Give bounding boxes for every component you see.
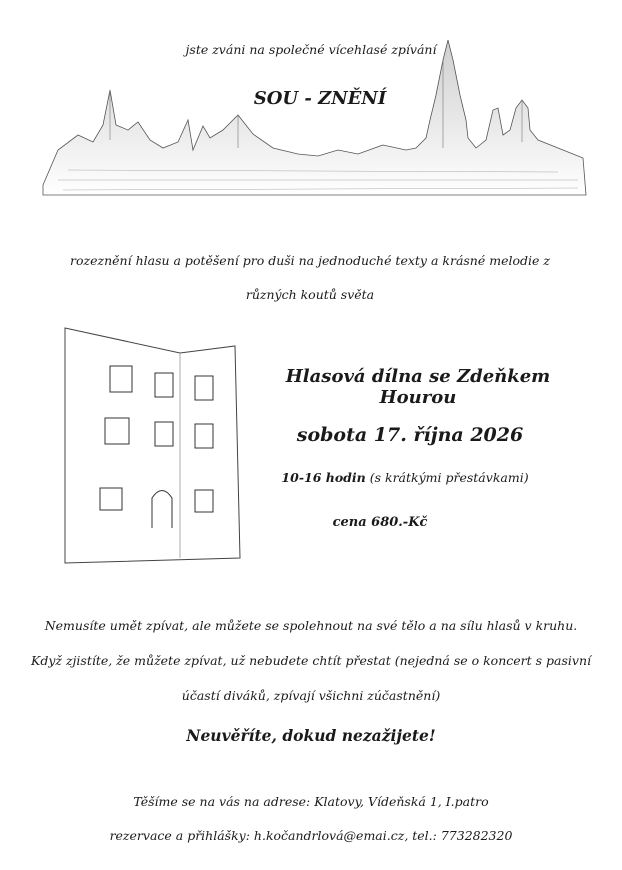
intro-line-2: různých koutů světa — [245, 287, 375, 302]
event-title: SOU - ZNĚNÍ — [253, 88, 387, 109]
paragraph-line-2: Když zjistíte, že můžete zpívat, už nebudete chtít přestat (nejedná se o koncert s pasivní — [30, 653, 591, 668]
workshop-title: Hlasová dílna se Zdeňkem Hourou — [285, 366, 551, 408]
event-hours — [250, 470, 560, 485]
slogan: Neuvěříte, dokud nezažijete! — [186, 726, 436, 745]
building-facade-sketch — [60, 318, 250, 568]
intro-line-1: rozeznění hlasu a potěšení pro duši na jednoduché texty a krásné melodie z — [70, 253, 550, 268]
event-price: cena 680.-Kč — [332, 515, 428, 530]
invitation-text: jste zváni na společné vícehlasé zpívání — [185, 42, 437, 57]
contact-block — [0, 785, 622, 853]
address-line: Těšíme se na vás na adrese: Klatovy, Vídeňská 1, I.patro — [133, 794, 489, 809]
event-date: sobota 17. října 2026 — [296, 424, 524, 446]
paragraph-line-3: účastí diváků, zpívají všichni zúčastnění) — [181, 688, 441, 703]
paragraph-line-1: Nemusíte umět zpívat, ale můžete se spolehnout na své tělo a na sílu hlasů v kruhu. — [44, 618, 578, 633]
intro-paragraph — [30, 244, 590, 312]
hours-bold: 10-16 hodin — [281, 470, 366, 485]
description-paragraph — [20, 608, 602, 713]
hours-note: (s krátkými přestávkami) — [365, 470, 529, 485]
contact-line: rezervace a přihlášky: h.kočandrlová@emai.cz, tel.: 773282320 — [109, 828, 513, 843]
town-skyline-sketch — [38, 30, 588, 215]
